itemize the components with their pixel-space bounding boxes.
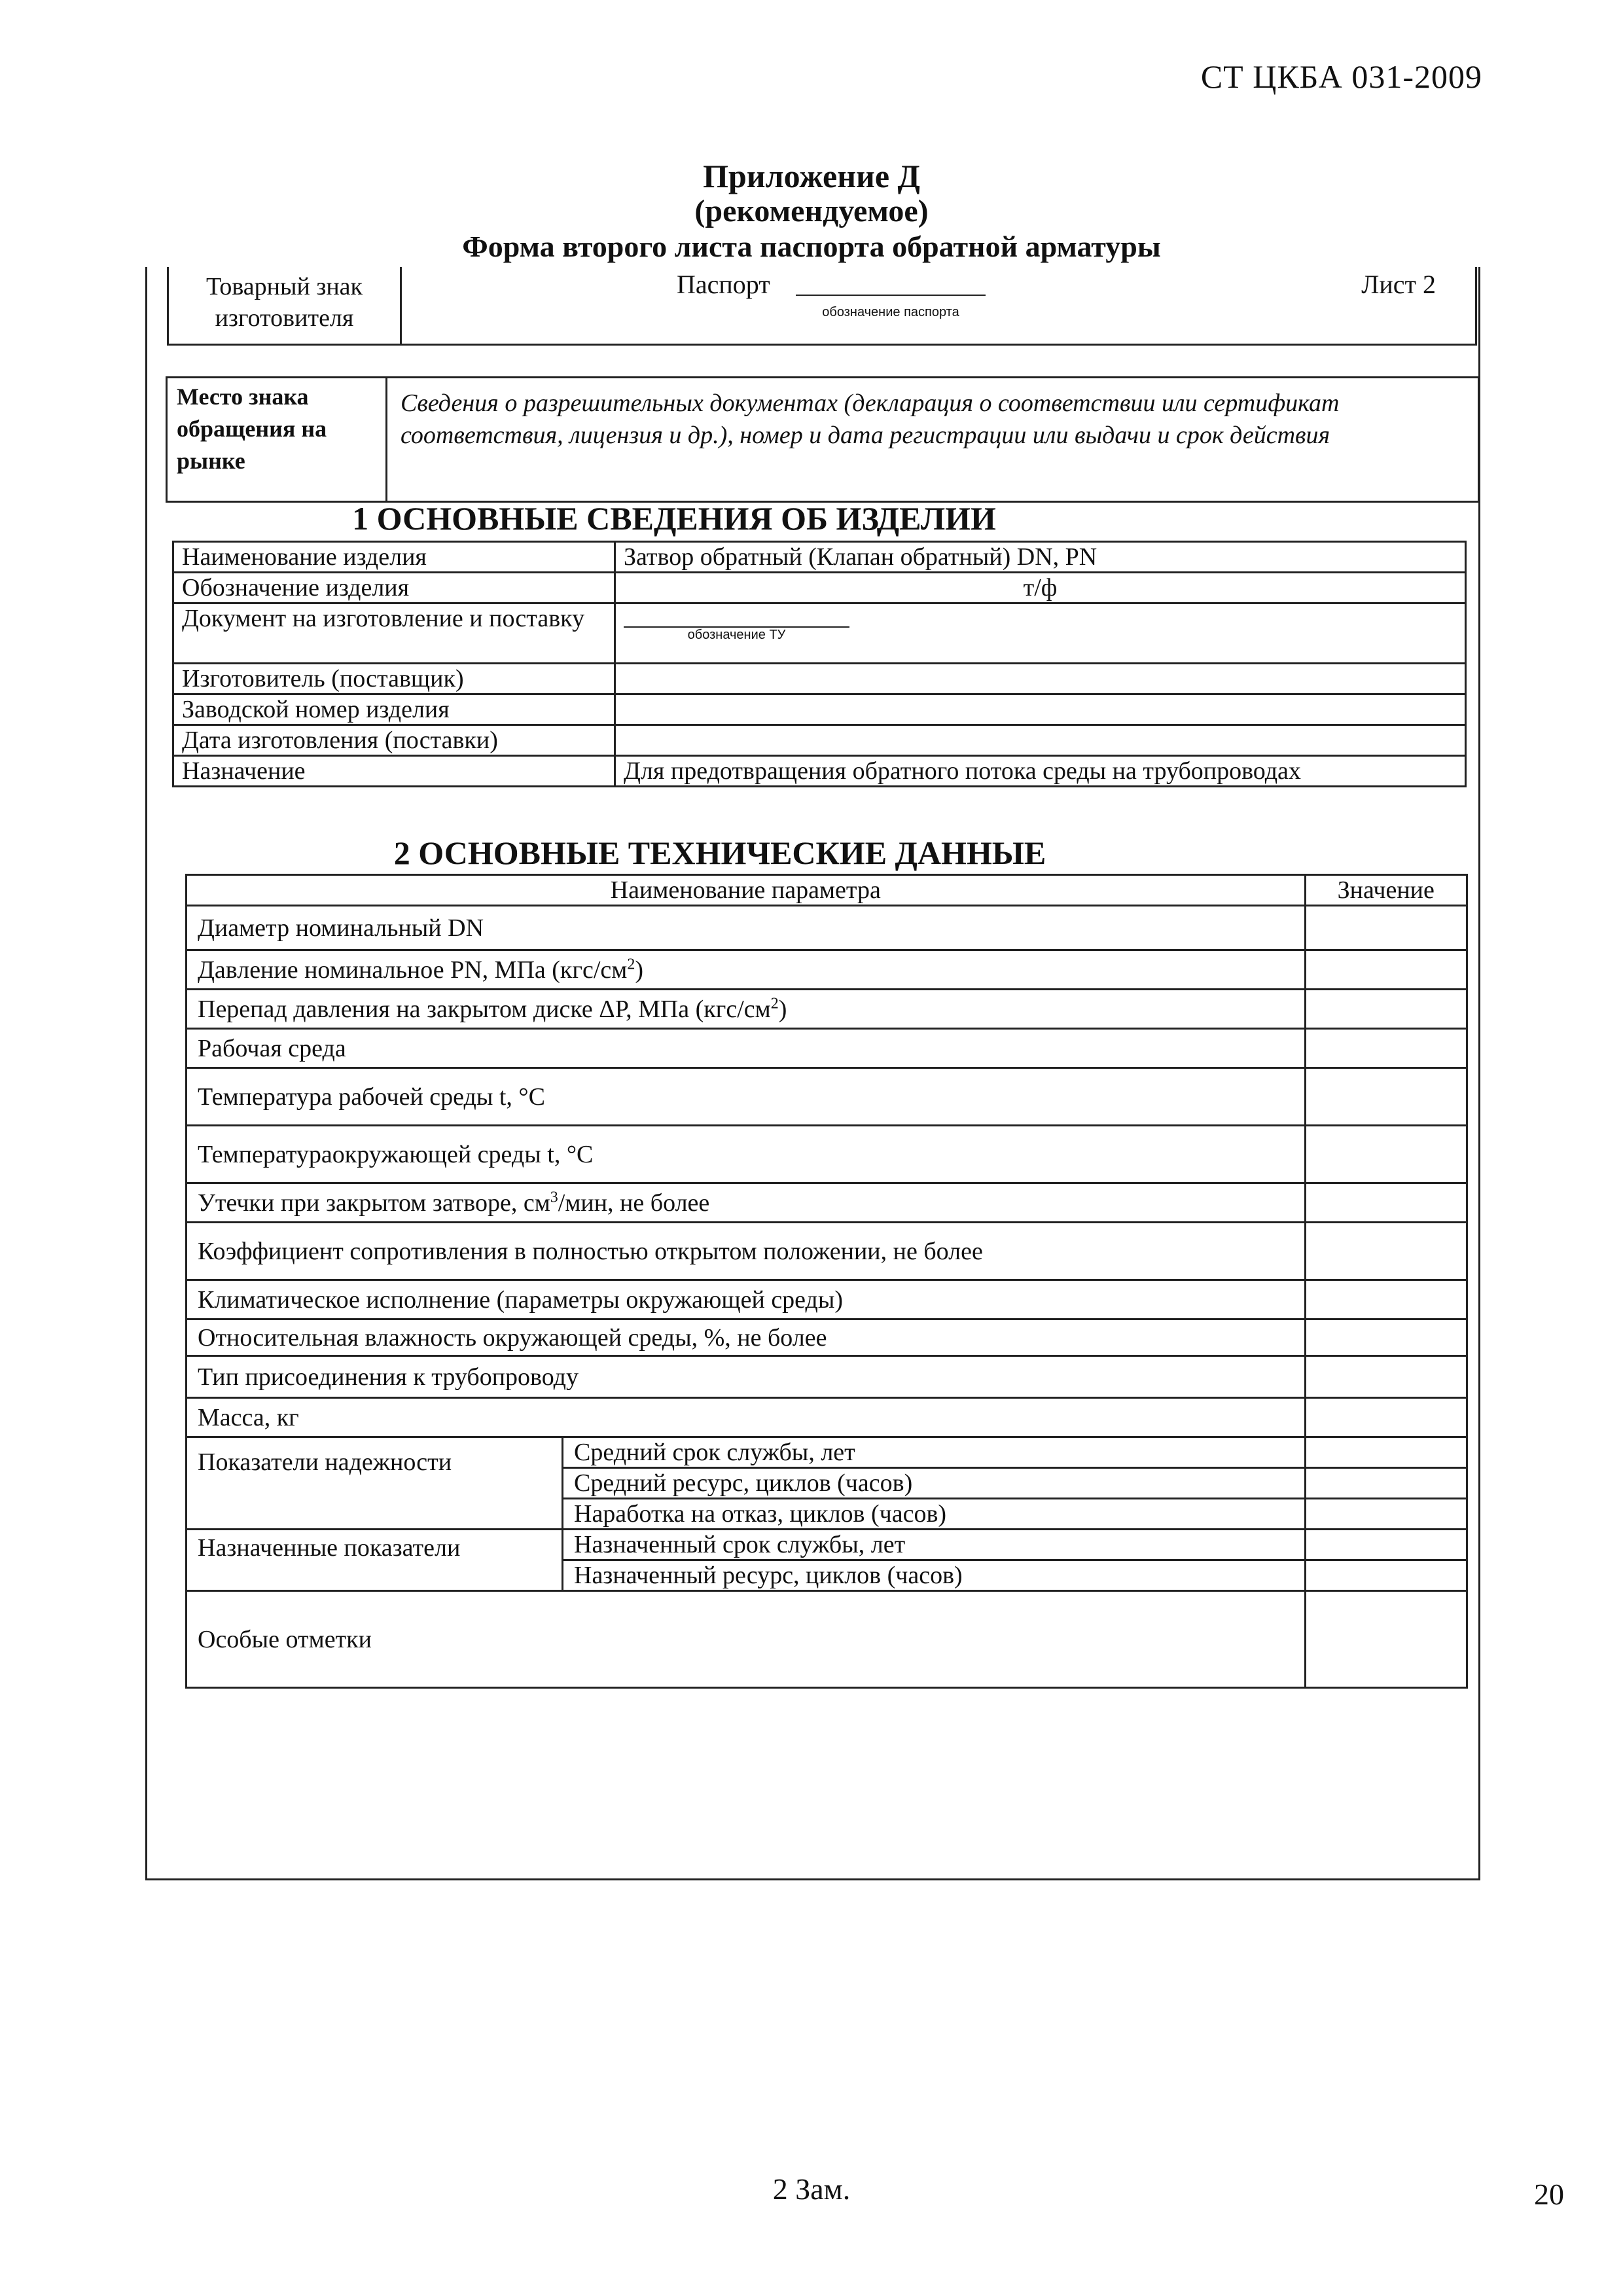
row-label: Наименование изделия (173, 542, 615, 573)
assigned-item: Назначенный ресурс, циклов (часов) (563, 1560, 1306, 1591)
value-cell (1305, 1223, 1467, 1280)
section1-table (172, 541, 1467, 787)
param-temp-work: Температура рабочей среды t, °С (187, 1068, 1306, 1126)
value-cell (1305, 1280, 1467, 1319)
reliability-item: Средний ресурс, циклов (часов) (563, 1468, 1306, 1499)
table-row (187, 1437, 1467, 1468)
table-row (173, 603, 1466, 664)
change-note: 2 Зам. (772, 2172, 851, 2206)
value-cell (1305, 1029, 1467, 1068)
value-cell (1305, 1126, 1467, 1183)
value-cell (1305, 1530, 1467, 1560)
param-pn: Давление номинальное PN, МПа $(кгс/см^2)$ (187, 950, 1306, 990)
row-value: Затвор обратный (Клапан обратный) DN, PN (615, 542, 1466, 573)
table-row (187, 1126, 1467, 1183)
reliability-item: Средний срок службы, лет (563, 1437, 1306, 1468)
appendix-kind: (рекомендуемое) (694, 194, 929, 228)
value-cell (1305, 906, 1467, 950)
passport-designation-line (796, 295, 986, 296)
value-cell (1305, 1499, 1467, 1530)
trademark-cell: Товарный знак изготовителя (168, 267, 401, 344)
row-value (615, 664, 1466, 694)
value-cell (1305, 1437, 1467, 1468)
column-header-value: Значение (1305, 875, 1467, 906)
value-cell (1305, 1591, 1467, 1688)
row-label: Документ на изготовление и поставку (173, 603, 615, 664)
param-leak: Утечки при закрытом затворе, $см^3$/мин, не более (187, 1183, 1306, 1223)
passport-label: Паспорт (677, 270, 770, 299)
value-cell (1305, 990, 1467, 1029)
market-info: Сведения о разрешительных документах (декларация о соответствии или сертификат соответствия, лицензия и др.), номер и дата регистрации или выдачи и срок действия (387, 378, 1479, 502)
table-row (173, 725, 1466, 756)
value-cell (1305, 1183, 1467, 1223)
param-connection: Тип присоединения к трубопроводу (187, 1356, 1306, 1398)
param-temp-env: Температураокружающей среды t, °С (187, 1126, 1306, 1183)
value-cell (1305, 1319, 1467, 1356)
param-climate: Климатическое исполнение (параметры окружающей среды) (187, 1280, 1306, 1319)
row-value (615, 725, 1466, 756)
row-value: Для предотвращения обратного потока среды на трубопроводах (615, 756, 1466, 787)
table-row (173, 542, 1466, 573)
standard-code: СТ ЦКБА 031-2009 (1200, 58, 1482, 95)
special-notes-label: Особые отметки (187, 1591, 1306, 1688)
table-row (187, 1591, 1467, 1688)
column-header-param: Наименование параметра (187, 875, 1306, 906)
market-label: Место знака обращения на рынке (167, 378, 387, 502)
value-cell (1305, 1468, 1467, 1499)
market-box (166, 376, 1480, 503)
row-label: Дата изготовления (поставки) (173, 725, 615, 756)
table-header-row (187, 875, 1467, 906)
row-value (615, 694, 1466, 725)
table-row (187, 1530, 1467, 1560)
section1-title: 1 ОСНОВНЫЕ СВЕДЕНИЯ ОБ ИЗДЕЛИИ (352, 500, 996, 537)
param-mass: Масса, кг (187, 1398, 1306, 1437)
table-row (173, 664, 1466, 694)
row-value (615, 603, 1466, 664)
value-cell (1305, 950, 1467, 990)
table-row (187, 906, 1467, 950)
table-row (173, 694, 1466, 725)
reliability-item: Наработка на отказ, циклов (часов) (563, 1499, 1306, 1530)
page-number: 20 (1534, 2178, 1564, 2211)
sheet-label: Лист 2 (1361, 270, 1436, 299)
value-cell (1305, 1068, 1467, 1126)
reliability-group: Показатели надежности (187, 1437, 563, 1530)
row-label: Обозначение изделия (173, 573, 615, 603)
table-row (187, 1356, 1467, 1398)
table-row (187, 1068, 1467, 1126)
table-row (173, 573, 1466, 603)
param-dp: Перепад давления на закрытом диске ΔР, МПа $(кгс/см^2)$ (187, 990, 1306, 1029)
assigned-item: Назначенный срок службы, лет (563, 1530, 1306, 1560)
row-label: Заводской номер изделия (173, 694, 615, 725)
tu-caption: обозначение ТУ (624, 626, 849, 642)
table-row (187, 1183, 1467, 1223)
row-value: т/ф (615, 573, 1466, 603)
table-row (187, 950, 1467, 990)
passport-header (167, 267, 1477, 346)
param-resist: Коэффициент сопротивления в полностью открытом положении, не более (187, 1223, 1306, 1280)
assigned-group: Назначенные показатели (187, 1530, 563, 1591)
table-row (187, 1280, 1467, 1319)
section2-table (185, 874, 1468, 1689)
param-medium: Рабочая среда (187, 1029, 1306, 1068)
section2-title: 2 ОСНОВНЫЕ ТЕХНИЧЕСКИЕ ДАННЫЕ (393, 834, 1046, 871)
value-cell (1305, 1560, 1467, 1591)
table-row (187, 1223, 1467, 1280)
passport-cell (401, 267, 1476, 344)
table-row (173, 756, 1466, 787)
row-label: Изготовитель (поставщик) (173, 664, 615, 694)
value-cell (1305, 1356, 1467, 1398)
table-row (187, 990, 1467, 1029)
table-row (187, 1398, 1467, 1437)
appendix-title: Приложение Д (703, 158, 920, 194)
param-dn: Диаметр номинальный DN (187, 906, 1306, 950)
table-row (187, 1319, 1467, 1356)
table-row (187, 1029, 1467, 1068)
form-title: Форма второго листа паспорта обратной арматуры (462, 230, 1161, 263)
param-humidity: Относительная влажность окружающей среды, %, не более (187, 1319, 1306, 1356)
passport-designation-caption: обозначение паспорта (822, 305, 959, 319)
value-cell (1305, 1398, 1467, 1437)
row-label: Назначение (173, 756, 615, 787)
